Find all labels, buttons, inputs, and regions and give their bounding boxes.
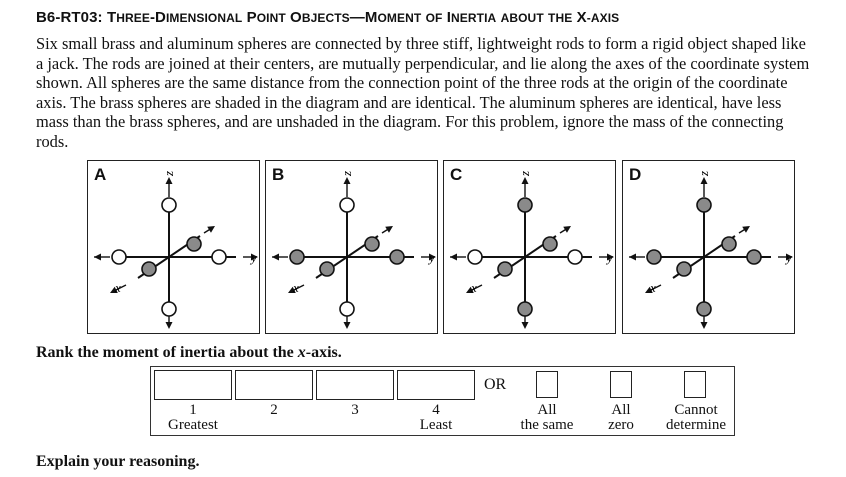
- sphere-x-back-brass: [722, 237, 736, 251]
- sphere-z-top-brass: [697, 198, 711, 212]
- title-part-2: P: [242, 9, 257, 26]
- rank-number-2: 2: [270, 402, 278, 418]
- panel-letter: A: [94, 165, 107, 184]
- title-part-1-smallcaps: IMENSIONAL: [165, 11, 243, 25]
- all-same-line2: the same: [520, 417, 574, 433]
- z-axis-label: z: [517, 170, 532, 176]
- sphere-x-back-brass: [187, 237, 201, 251]
- z-axis-label: z: [339, 170, 354, 176]
- panel-d: [622, 160, 795, 334]
- sphere-x-front-brass: [677, 262, 691, 276]
- title-part-6-smallcaps: NERTIA: [451, 11, 497, 25]
- sphere-z-top-aluminum: [340, 198, 354, 212]
- jack-diagram: [266, 161, 439, 335]
- all-zero-line2: zero: [608, 417, 634, 433]
- rank-slot-1-label: [154, 403, 232, 433]
- x-axis-label: x: [293, 280, 299, 295]
- z-axis-label: z: [696, 170, 711, 176]
- title-part-4-smallcaps: OMENT: [377, 11, 422, 25]
- title-part-4: —M: [349, 9, 378, 26]
- all-same-line1: All: [537, 402, 557, 418]
- sphere-y-left-aluminum: [112, 250, 126, 264]
- y-axis-label: y: [607, 250, 613, 265]
- rank-slot-4[interactable]: [397, 370, 475, 400]
- z-axis-arrow: [166, 177, 173, 184]
- title-part-3-smallcaps: BJECTS: [301, 11, 350, 25]
- all-zero-checkbox[interactable]: [610, 371, 632, 398]
- y-axis-label: y: [786, 250, 792, 265]
- title-part-9: X: [572, 9, 587, 26]
- rank-prompt: [36, 344, 342, 362]
- jack-diagram: [444, 161, 617, 335]
- panel-b: [265, 160, 438, 334]
- z-neg-axis-arrow: [344, 322, 351, 329]
- panel-letter: C: [450, 165, 463, 184]
- sphere-z-bottom-brass: [697, 302, 711, 316]
- sphere-y-right-aluminum: [212, 250, 226, 264]
- title-part-0: T: [106, 9, 117, 26]
- sphere-z-bottom-brass: [518, 302, 532, 316]
- all-same-checkbox[interactable]: [536, 371, 558, 398]
- page-title: [36, 9, 619, 26]
- x-neg-axis-arrow: [742, 226, 750, 233]
- x-axis-label: x: [650, 280, 656, 295]
- title-part-6: I: [442, 9, 452, 26]
- jack-diagram: [623, 161, 796, 335]
- problem-title: [107, 9, 619, 26]
- rank-slot-3-label: [316, 403, 394, 418]
- sphere-y-right-brass: [390, 250, 404, 264]
- rank-prompt-start: Rank the moment of inertia about the: [36, 344, 298, 361]
- y-neg-axis-arrow: [272, 254, 279, 261]
- cannot-determine-line1: Cannot: [674, 402, 718, 418]
- y-neg-axis-arrow: [629, 254, 636, 261]
- title-part-9-smallcaps: -A: [586, 11, 600, 25]
- all-zero-line1: All: [611, 402, 631, 418]
- sphere-x-front-brass: [498, 262, 512, 276]
- rank-caption-greatest: Greatest: [168, 417, 218, 433]
- y-axis-label: y: [429, 250, 435, 265]
- rank-slot-2[interactable]: [235, 370, 313, 400]
- z-neg-axis-arrow: [166, 322, 173, 329]
- rank-prompt-end: -axis.: [305, 344, 342, 361]
- rank-number-1: 1: [189, 402, 197, 418]
- sphere-x-back-brass: [543, 237, 557, 251]
- sphere-z-bottom-aluminum: [340, 302, 354, 316]
- x-neg-axis-arrow: [563, 226, 571, 233]
- title-part-3: O: [285, 9, 302, 26]
- sphere-z-top-brass: [518, 198, 532, 212]
- cannot-determine-checkbox[interactable]: [684, 371, 706, 398]
- rank-slot-4-label: [397, 403, 475, 433]
- x-neg-axis-arrow: [385, 226, 393, 233]
- x-axis-label: x: [115, 280, 121, 295]
- panel-c: [443, 160, 616, 334]
- panel-letter: B: [272, 165, 285, 184]
- x-axis-label: x: [471, 280, 477, 295]
- y-neg-axis-arrow: [94, 254, 101, 261]
- sphere-y-left-brass: [290, 250, 304, 264]
- all-zero-label: [596, 403, 646, 433]
- sphere-z-bottom-aluminum: [162, 302, 176, 316]
- rank-caption-least: Least: [419, 417, 453, 433]
- jack-diagram: [88, 161, 261, 335]
- z-axis-arrow: [522, 177, 529, 184]
- x-neg-axis-arrow: [207, 226, 215, 233]
- sphere-x-back-brass: [365, 237, 379, 251]
- rank-number-3: 3: [351, 402, 359, 418]
- title-part-7-smallcaps: ABOUT: [500, 11, 544, 25]
- sphere-x-front-brass: [320, 262, 334, 276]
- sphere-z-top-aluminum: [162, 198, 176, 212]
- z-axis-label: z: [161, 170, 176, 176]
- cannot-determine-line2: determine: [666, 417, 726, 433]
- rank-prompt-axis: x: [297, 344, 306, 361]
- z-neg-axis-arrow: [701, 322, 708, 329]
- z-axis-arrow: [344, 177, 351, 184]
- title-part-10-smallcaps: XIS: [599, 11, 620, 25]
- z-axis-arrow: [701, 177, 708, 184]
- title-part-8-smallcaps: THE: [548, 11, 573, 25]
- rank-slot-3[interactable]: [316, 370, 394, 400]
- y-axis-label: y: [251, 250, 257, 265]
- or-label: OR: [484, 376, 507, 393]
- sphere-x-front-brass: [142, 262, 156, 276]
- all-same-label: [507, 403, 587, 433]
- z-neg-axis-arrow: [522, 322, 529, 329]
- cannot-determine-label: [656, 403, 736, 433]
- sphere-y-right-aluminum: [568, 250, 582, 264]
- title-part-2-smallcaps: OINT: [256, 11, 286, 25]
- title-part-1: -D: [149, 9, 166, 26]
- title-part-5-smallcaps: OF: [425, 11, 443, 25]
- problem-description: Six small brass and aluminum spheres are connected by three stiff, lightweight rods to form a rigid object shaped like a jack. The rods are joined at their centers, are mutually perpendicular, and lie along the axes of the coordinate system shown. All spheres are the same distance from the connection point of the three rods at the origin of the coordinate axis. The brass spheres are shaded in the diagram and are identical. The aluminum spheres are identical, have less mass than the brass spheres, and are unshaded in the diagram. For this problem, ignore the mass of the connecting rods.: [36, 34, 810, 151]
- sphere-y-right-brass: [747, 250, 761, 264]
- explain-prompt: Explain your reasoning.: [36, 453, 200, 470]
- sphere-y-left-aluminum: [468, 250, 482, 264]
- panel-letter: D: [629, 165, 642, 184]
- y-neg-axis-arrow: [450, 254, 457, 261]
- sphere-y-left-brass: [647, 250, 661, 264]
- rank-number-4: 4: [432, 402, 440, 418]
- title-part-0-smallcaps: HREE: [116, 11, 150, 25]
- panel-a: [87, 160, 260, 334]
- problem-code: B6-RT03:: [36, 9, 103, 26]
- rank-slot-1[interactable]: [154, 370, 232, 400]
- rank-slot-2-label: [235, 403, 313, 418]
